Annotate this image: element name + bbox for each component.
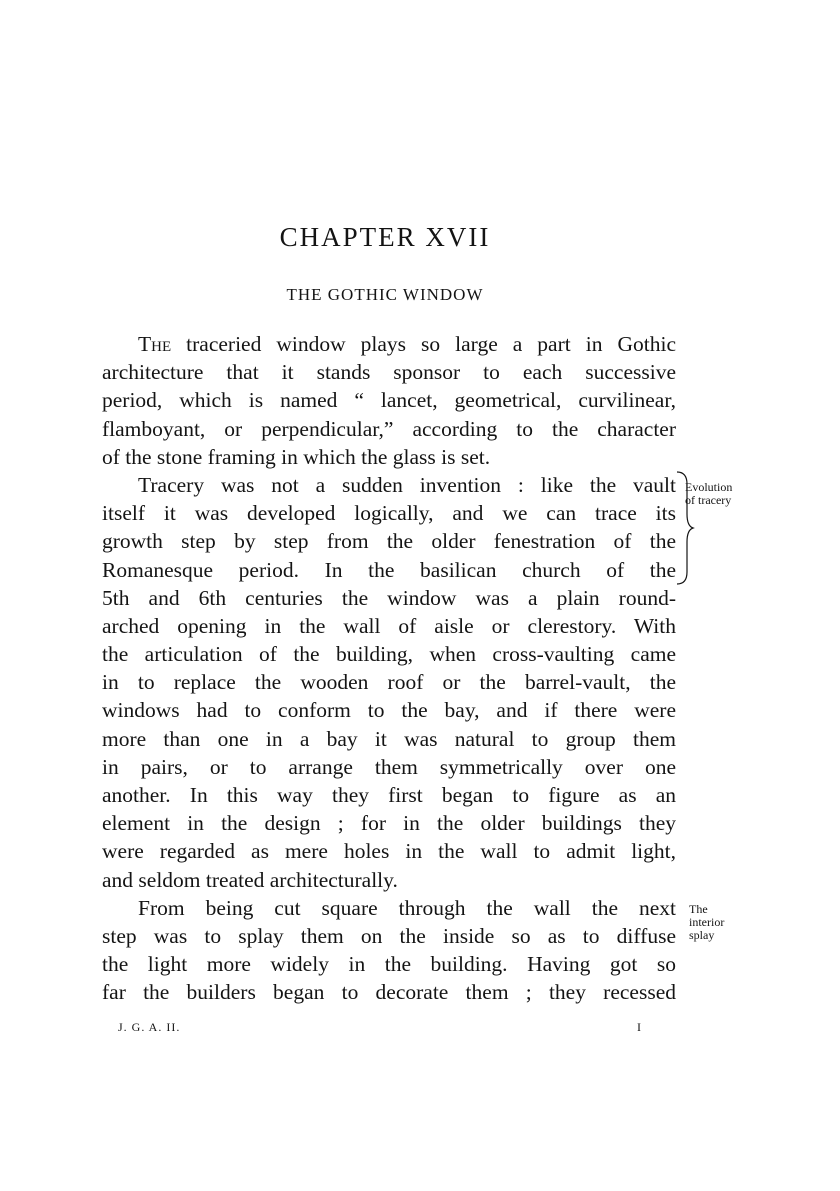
text-line: element in the design ; for in the older buildings they bbox=[102, 811, 676, 836]
text-line: more than one in a bay it was natural to group them bbox=[102, 726, 676, 751]
chapter-title: THE GOTHIC WINDOW bbox=[286, 285, 484, 304]
margin-note-interior-splay bbox=[689, 903, 724, 942]
margin-note-line: The bbox=[689, 902, 708, 916]
drop-word: The bbox=[138, 332, 172, 356]
text-line: arched opening in the wall of aisle or clerestory. With bbox=[102, 613, 676, 638]
text-line: the light more widely in the building. Having got so bbox=[102, 952, 676, 977]
text-line: The traceried window plays so large a part in Gothic bbox=[138, 332, 676, 356]
text-line: growth step by step from the older fenestration of the bbox=[102, 529, 676, 554]
text-line: flamboyant, or perpendicular,” according to the character bbox=[102, 416, 676, 441]
text-line: in pairs, or to arrange them symmetrically over one bbox=[102, 754, 676, 779]
margin-note-line: of tracery bbox=[685, 493, 732, 507]
margin-note-line: Evolution bbox=[685, 480, 733, 494]
margin-note-line: splay bbox=[689, 928, 715, 942]
text-line: another. In this way they first began to figure as an bbox=[102, 783, 676, 807]
text-line: were regarded as mere holes in the wall to admit light, bbox=[102, 839, 676, 864]
text-line: of the stone framing in which the glass is set. bbox=[102, 444, 491, 469]
text-line: itself it was developed logically, and we can trace its bbox=[102, 501, 676, 526]
signature-mark: J. G. A. II. bbox=[118, 1020, 181, 1034]
text-line: windows had to conform to the bay, and if there were bbox=[102, 698, 676, 723]
chapter-heading: CHAPTER XVII bbox=[279, 222, 491, 252]
text-line: the articulation of the building, when cross-vaulting came bbox=[102, 642, 676, 667]
text-line: step was to splay them on the inside so as to diffuse bbox=[102, 923, 676, 948]
text-line: 5th and 6th centuries the window was a plain round- bbox=[102, 585, 676, 610]
margin-note-evolution bbox=[685, 481, 732, 507]
text-line: Tracery was not a sudden invention : like the vault bbox=[138, 472, 676, 497]
text-line: Romanesque period. In the basilican church of the bbox=[102, 557, 676, 582]
text-line: in to replace the wooden roof or the barrel-vault, the bbox=[102, 670, 676, 695]
text-line: From being cut square through the wall the next bbox=[138, 895, 676, 920]
body-text bbox=[102, 330, 676, 1007]
margin-note-line: interior bbox=[689, 915, 725, 929]
page-number: I bbox=[637, 1020, 641, 1034]
text-line: far the builders began to decorate them ; they recessed bbox=[102, 980, 676, 1005]
text-line: architecture that it stands sponsor to each successive bbox=[102, 360, 676, 385]
text-line: and seldom treated architecturally. bbox=[102, 867, 398, 892]
text-line: period, which is named “ lancet, geometrical, curvilinear, bbox=[102, 388, 676, 413]
